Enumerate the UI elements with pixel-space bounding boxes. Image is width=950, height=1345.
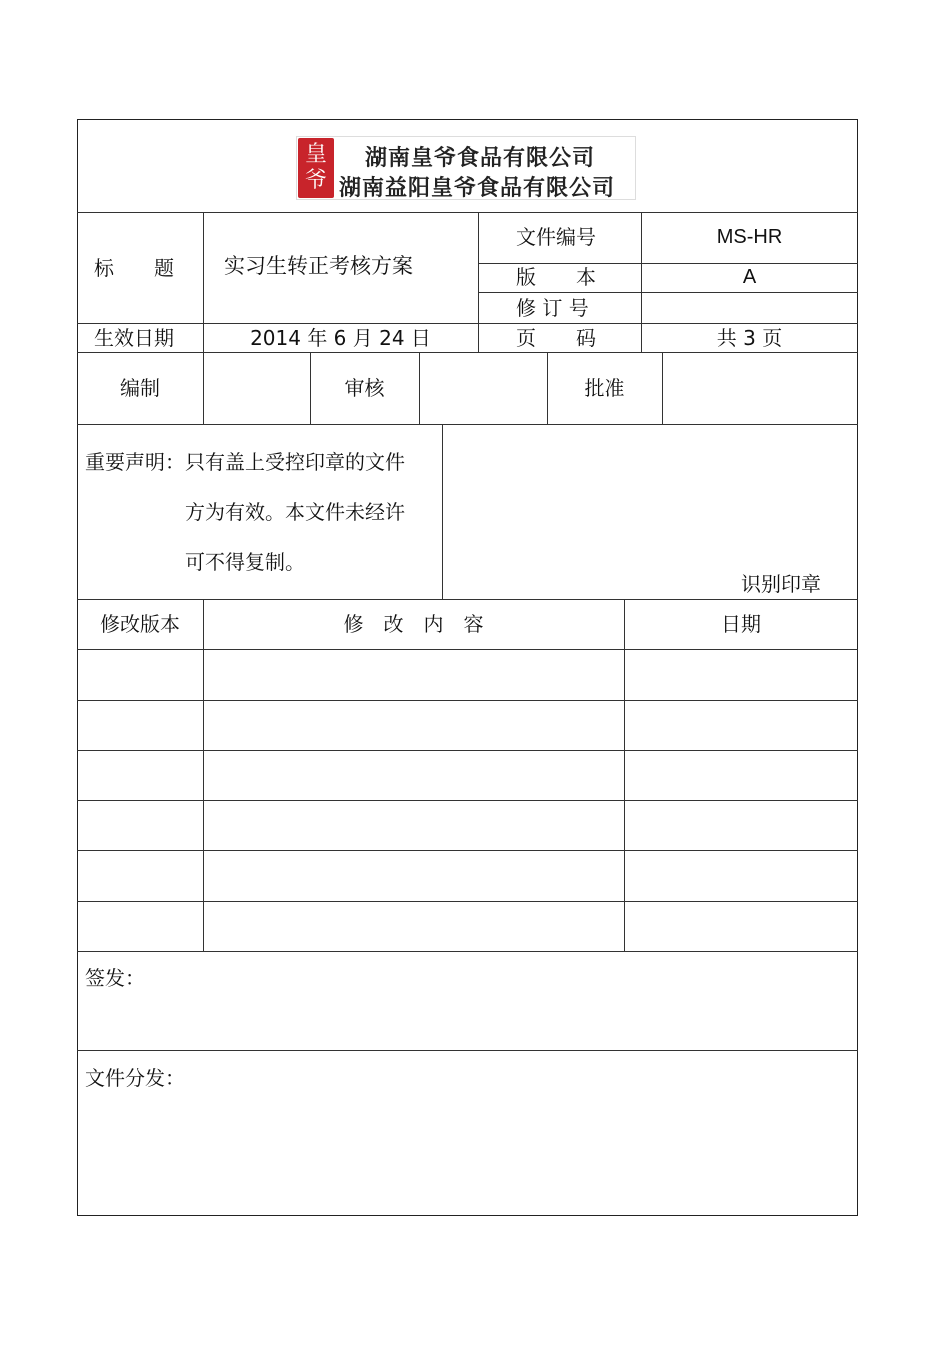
rule-title-bottom (77, 323, 858, 324)
company-logo (296, 136, 636, 200)
prepared-label: 编制 (120, 376, 160, 400)
company-name-line2: 湖南益阳皇爷食品有限公司 (339, 176, 616, 201)
rule-v-approvals-5 (662, 352, 663, 424)
rule-notice-bottom (77, 599, 858, 600)
rule-rev-header-bottom (77, 649, 858, 650)
rule-v-approvals-3 (419, 352, 420, 424)
rule-docno-bottom (478, 263, 858, 264)
rev-col-date: 日期 (721, 612, 761, 636)
rule-effective-bottom (77, 352, 858, 353)
effective-date-label: 生效日期 (94, 326, 174, 350)
rule-approvals-bottom (77, 424, 858, 425)
logo-seal-icon (298, 138, 334, 198)
rule-version-bottom (478, 292, 858, 293)
notice-line-1: 重要声明：只有盖上受控印章的文件 (85, 450, 405, 474)
doc-no-value: MS-HR (716, 226, 783, 248)
rule-rev-row-2 (77, 750, 858, 751)
stamp-label: 识别印章 (741, 572, 821, 596)
notice-line-3: 可不得复制。 (185, 550, 305, 574)
notice-line-2: 方为有效。本文件未经许 (185, 500, 405, 524)
rule-v-notice (442, 424, 443, 599)
rule-issue-bottom (77, 1050, 858, 1051)
rule-rev-row-3 (77, 800, 858, 801)
version-label: 版 本 (516, 265, 596, 289)
reviewed-label: 审核 (344, 376, 385, 400)
page-value: 共 3 页 (716, 326, 783, 350)
page-label: 页 码 (516, 326, 596, 350)
rule-header-bottom (77, 212, 858, 213)
title-label: 标 题 (94, 256, 174, 280)
logo-seal-char-1: 皇 (304, 142, 327, 167)
logo-seal-char-2: 爷 (304, 168, 327, 193)
rule-rev-row-1 (77, 700, 858, 701)
rev-col-content: 修 改 内 容 (343, 612, 484, 636)
rule-v-approvals-1 (203, 352, 204, 424)
approved-label: 批准 (584, 376, 625, 400)
effective-date-value: 2014 年 6 月 24 日 (250, 326, 431, 350)
doc-no-label: 文件编号 (516, 225, 596, 249)
revision-label: 修 订 号 (516, 296, 589, 320)
rule-v-mid-col (478, 212, 479, 353)
rule-v-rev-2 (624, 599, 625, 951)
rule-rev-row-4 (77, 850, 858, 851)
distribution-label: 文件分发： (85, 1066, 185, 1090)
issue-label: 签发： (85, 966, 145, 990)
rev-col-version: 修改版本 (100, 612, 180, 636)
rule-v-rev-1 (203, 599, 204, 951)
rule-rev-row-6 (77, 951, 858, 952)
title-value: 实习生转正考核方案 (224, 254, 413, 278)
company-name-line1: 湖南皇爷食品有限公司 (365, 146, 596, 171)
version-value: A (742, 266, 757, 288)
rule-rev-row-5 (77, 901, 858, 902)
